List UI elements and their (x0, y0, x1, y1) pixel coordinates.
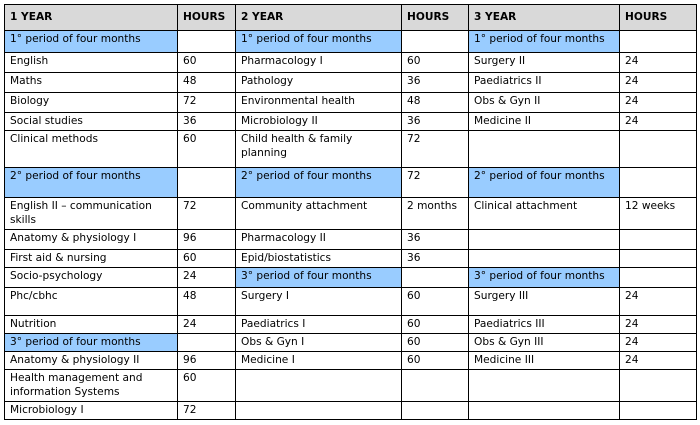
empty-cell (620, 31, 697, 53)
year-2-hours-cell: 60 (402, 352, 469, 370)
header-year-1: 1 YEAR (5, 5, 178, 31)
year-1-subject-cell: English (5, 53, 178, 73)
year-1-subject-cell: Biology (5, 93, 178, 113)
year-3-subject-cell: Obs & Gyn II (469, 93, 620, 113)
year-2-hours-cell: 60 (402, 288, 469, 316)
header-hours-year-2: HOURS (402, 5, 469, 31)
empty-cell (236, 370, 402, 402)
year-1-hours-cell: 96 (178, 230, 236, 250)
period-header-cell: 3° period of four months (236, 268, 402, 288)
period-header-cell: 2° period of four months (5, 168, 178, 198)
table-body (5, 31, 697, 420)
year-2-hours-cell: 60 (402, 53, 469, 73)
curriculum-table-container (4, 4, 697, 420)
table-row (5, 268, 697, 288)
year-2-subject-cell: Microbiology II (236, 113, 402, 131)
table-row (5, 352, 697, 370)
year-1-hours-cell: 72 (178, 198, 236, 230)
year-3-hours-cell: 24 (620, 334, 697, 352)
year-3-hours-cell: 24 (620, 53, 697, 73)
year-1-subject-cell: Nutrition (5, 316, 178, 334)
table-row (5, 53, 697, 73)
year-1-hours-cell: 60 (178, 131, 236, 168)
year-2-hours-cell: 36 (402, 113, 469, 131)
period-header-cell: 2° period of four months (236, 168, 402, 198)
table-row (5, 316, 697, 334)
year-2-subject-cell: Medicine I (236, 352, 402, 370)
year-1-hours-cell: 48 (178, 73, 236, 93)
year-1-subject-cell: Health management and information Systems (5, 370, 178, 402)
year-2-subject-cell: Pharmacology I (236, 53, 402, 73)
year-2-hours-cell: 36 (402, 250, 469, 268)
year-3-hours-cell: 24 (620, 93, 697, 113)
empty-cell (402, 402, 469, 420)
year-1-hours-cell: 72 (178, 402, 236, 420)
year-1-hours-cell: 36 (178, 113, 236, 131)
empty-cell (620, 402, 697, 420)
year-3-subject-cell: Paediatrics III (469, 316, 620, 334)
year-3-subject-cell: Paediatrics II (469, 73, 620, 93)
year-1-subject-cell: First aid & nursing (5, 250, 178, 268)
year-1-hours-cell: 96 (178, 352, 236, 370)
empty-cell (178, 31, 236, 53)
empty-cell (620, 370, 697, 402)
year-1-subject-cell: English II – communication skills (5, 198, 178, 230)
year-2-hours-cell: 48 (402, 93, 469, 113)
year-2-hours-cell: 60 (402, 316, 469, 334)
year-2-subject-cell: Child health & family planning (236, 131, 402, 168)
year-3-hours-cell: 24 (620, 113, 697, 131)
year-1-hours-cell: 60 (178, 370, 236, 402)
empty-cell (469, 230, 620, 250)
year-1-hours-cell: 24 (178, 268, 236, 288)
year-1-subject-cell: Anatomy & physiology I (5, 230, 178, 250)
year-1-hours-cell: 60 (178, 250, 236, 268)
table-row (5, 93, 697, 113)
year-1-subject-cell: Phc/cbhc (5, 288, 178, 316)
year-2-subject-cell: Epid/biostatistics (236, 250, 402, 268)
year-1-subject-cell: Anatomy & physiology II (5, 352, 178, 370)
year-2-subject-cell: Obs & Gyn I (236, 334, 402, 352)
empty-cell (402, 31, 469, 53)
year-1-subject-cell: Microbiology I (5, 402, 178, 420)
year-2-hours-cell: 72 (402, 131, 469, 168)
year-3-hours-cell: 24 (620, 316, 697, 334)
table-row (5, 250, 697, 268)
period-header-cell: 1° period of four months (5, 31, 178, 53)
year-1-hours-cell: 24 (178, 316, 236, 334)
empty-cell (620, 268, 697, 288)
empty-cell (620, 131, 697, 168)
empty-cell (620, 230, 697, 250)
period-header-cell: 3° period of four months (469, 268, 620, 288)
empty-cell (469, 370, 620, 402)
year-2-subject-cell: Paediatrics I (236, 316, 402, 334)
year-2-hours-cell: 2 months (402, 198, 469, 230)
table-row (5, 402, 697, 420)
table-row (5, 198, 697, 230)
year-1-subject-cell: Maths (5, 73, 178, 93)
table-row (5, 370, 697, 402)
year-2-subject-cell: Surgery I (236, 288, 402, 316)
year-1-subject-cell: Social studies (5, 113, 178, 131)
year-2-subject-cell: Pharmacology II (236, 230, 402, 250)
year-3-subject-cell: Medicine II (469, 113, 620, 131)
empty-cell (178, 334, 236, 352)
year-1-subject-cell: Socio-psychology (5, 268, 178, 288)
header-year-3: 3 YEAR (469, 5, 620, 31)
table-row (5, 131, 697, 168)
year-1-hours-cell: 60 (178, 53, 236, 73)
empty-cell (402, 370, 469, 402)
header-year-2: 2 YEAR (236, 5, 402, 31)
empty-cell (178, 168, 236, 198)
empty-cell (236, 402, 402, 420)
year-1-subject-cell: Clinical methods (5, 131, 178, 168)
year-3-subject-cell: Obs & Gyn III (469, 334, 620, 352)
year-3-subject-cell: Medicine III (469, 352, 620, 370)
table-row (5, 334, 697, 352)
period-header-cell: 1° period of four months (469, 31, 620, 53)
empty-cell (620, 168, 697, 198)
empty-cell (469, 402, 620, 420)
empty-cell (620, 250, 697, 268)
empty-cell (469, 250, 620, 268)
year-3-subject-cell: Surgery III (469, 288, 620, 316)
year-3-hours-cell: 12 weeks (620, 198, 697, 230)
year-3-hours-cell: 24 (620, 73, 697, 93)
table-row (5, 73, 697, 93)
year-1-hours-cell: 48 (178, 288, 236, 316)
empty-cell (469, 131, 620, 168)
table-row (5, 288, 697, 316)
year-2-hours-cell: 60 (402, 334, 469, 352)
table-row (5, 31, 697, 53)
year-3-subject-cell: Surgery II (469, 53, 620, 73)
year-2-subject-cell: Community attachment (236, 198, 402, 230)
period-header-cell: 1° period of four months (236, 31, 402, 53)
year-1-hours-cell: 72 (178, 93, 236, 113)
table-row (5, 230, 697, 250)
year-3-subject-cell: Clinical attachment (469, 198, 620, 230)
year-2-hours-cell: 72 (402, 168, 469, 198)
year-3-hours-cell: 24 (620, 288, 697, 316)
header-row (5, 5, 697, 31)
table-row (5, 113, 697, 131)
year-2-hours-cell: 36 (402, 73, 469, 93)
year-2-subject-cell: Pathology (236, 73, 402, 93)
period-header-cell: 2° period of four months (469, 168, 620, 198)
year-2-subject-cell: Environmental health (236, 93, 402, 113)
period-header-cell: 3° period of four months (5, 334, 178, 352)
header-hours-year-3: HOURS (620, 5, 697, 31)
empty-cell (402, 268, 469, 288)
curriculum-table (4, 4, 697, 420)
table-row (5, 168, 697, 198)
year-2-hours-cell: 36 (402, 230, 469, 250)
header-hours-year-1: HOURS (178, 5, 236, 31)
year-3-hours-cell: 24 (620, 352, 697, 370)
